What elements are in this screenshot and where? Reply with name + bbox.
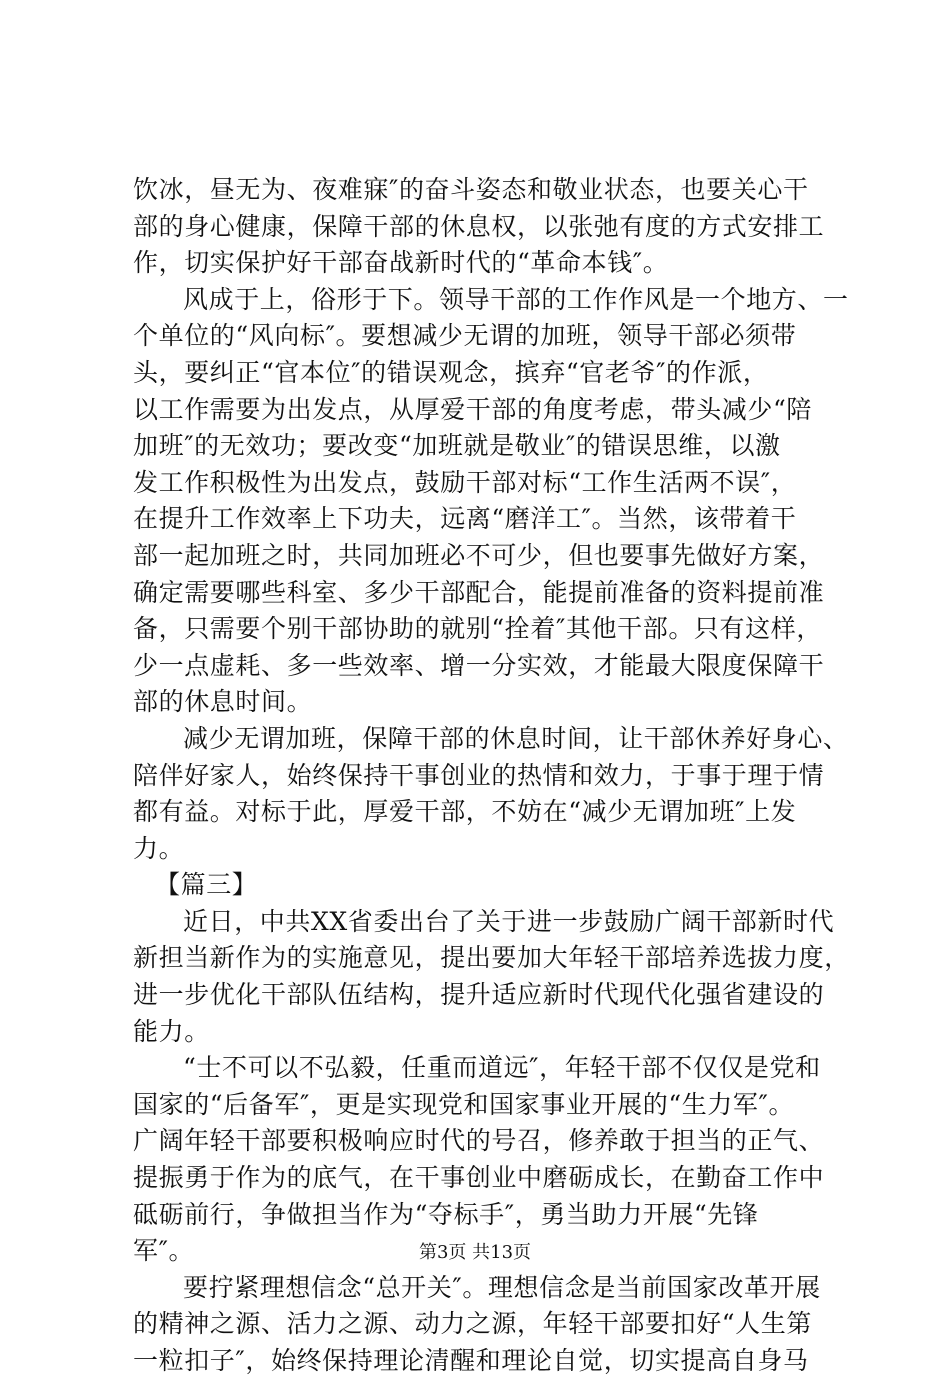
paragraph-start-line: 风成于上，俗形于下。领导干部的工作作风是一个地方、一	[183, 284, 849, 314]
text-line: 以工作需要为出发点，从厚爱干部的角度考虑，带头减少“陪	[133, 394, 812, 424]
text-line: 确定需要哪些科室、多少干部配合，能提前准备的资料提前准	[133, 577, 825, 607]
text-line: 广阔年轻干部要积极响应时代的号召，修养敢于担当的正气、	[133, 1126, 825, 1156]
text-line: 加班″的无效功；要改变“加班就是敬业″的错误思维，以激	[133, 431, 781, 461]
text-line: 的精神之源、活力之源、动力之源，年轻干部要扣好“人生第	[133, 1309, 812, 1339]
text-line: 力。	[133, 833, 185, 863]
text-line: 提振勇于作为的底气，在干事创业中磨砺成长，在勤奋工作中	[133, 1163, 825, 1193]
paragraph-start-line: 近日，中共XX省委出台了关于进一步鼓励广阔干部新时代	[183, 906, 835, 936]
page-number-footer: 第3页 共13页	[418, 1242, 532, 1263]
text-line: 个单位的“风向标″。要想减少无谓的加班，领导干部必须带	[133, 321, 797, 351]
text-line: 发工作积极性为出发点，鼓励干部对标“工作生活两不误″，	[133, 467, 797, 497]
text-line: 军″。	[133, 1236, 195, 1266]
text-line: 国家的“后备军″，更是实现党和国家事业开展的“生力军″。	[133, 1089, 795, 1119]
text-line: 部一起加班之时，共同加班必不可少，但也要事先做好方案，	[133, 540, 825, 570]
text-line: 饮冰，昼无为、夜难寐″的奋斗姿态和敬业状态，也要关心干	[133, 175, 809, 204]
text-line: 能力。	[133, 1016, 210, 1046]
text-line: 砥砺前行，争做担当作为“夺标手″，勇当助力开展“先锋	[133, 1199, 759, 1229]
text-line: 一粒扣子″，始终保持理论清醒和理论自觉，切实提高自身马	[133, 1346, 809, 1375]
document-body	[133, 172, 850, 1380]
text-line: 新担当新作为的实施意见，提出要加大年轻干部培养选拔力度，	[133, 943, 850, 973]
paragraph-start-line: 要拧紧理想信念“总开关″。理想信念是当前国家改革开展	[183, 1272, 821, 1302]
text-line: 陪伴好家人，始终保持干事创业的热情和效力，于事于理于情	[133, 760, 825, 790]
text-line: 少一点虚耗、多一些效率、增一分实效，才能最大限度保障干	[133, 650, 825, 680]
paragraph-start-line: “士不可以不弘毅，任重而道远″，年轻干部不仅仅是党和	[183, 1053, 821, 1083]
text-line: 备，只需要个别干部协助的就别“拴着″其他干部。只有这样，	[133, 614, 822, 644]
text-line: 都有益。对标于此，厚爱干部，不妨在“减少无谓加班″上发	[133, 797, 797, 827]
text-line: 部的休息时间。	[133, 687, 313, 717]
section-heading: 【篇三】	[155, 870, 258, 900]
text-line: 部的身心健康，保障干部的休息权，以张弛有度的方式安排工	[133, 211, 825, 241]
text-line: 作，切实保护好干部奋战新时代的“革命本钱″。	[133, 248, 669, 278]
text-line: 在提升工作效率上下功夫，远离“磨洋工″。当然，该带着干	[133, 504, 797, 534]
text-line: 进一步优化干部队伍结构，提升适应新时代现代化强省建设的	[133, 980, 825, 1010]
text-line: 头，要纠正“官本位″的错误观念，摈弃“官老爷″的作派，	[133, 357, 769, 387]
paragraph-start-line: 减少无谓加班，保障干部的休息时间，让干部休养好身心、	[183, 723, 849, 753]
